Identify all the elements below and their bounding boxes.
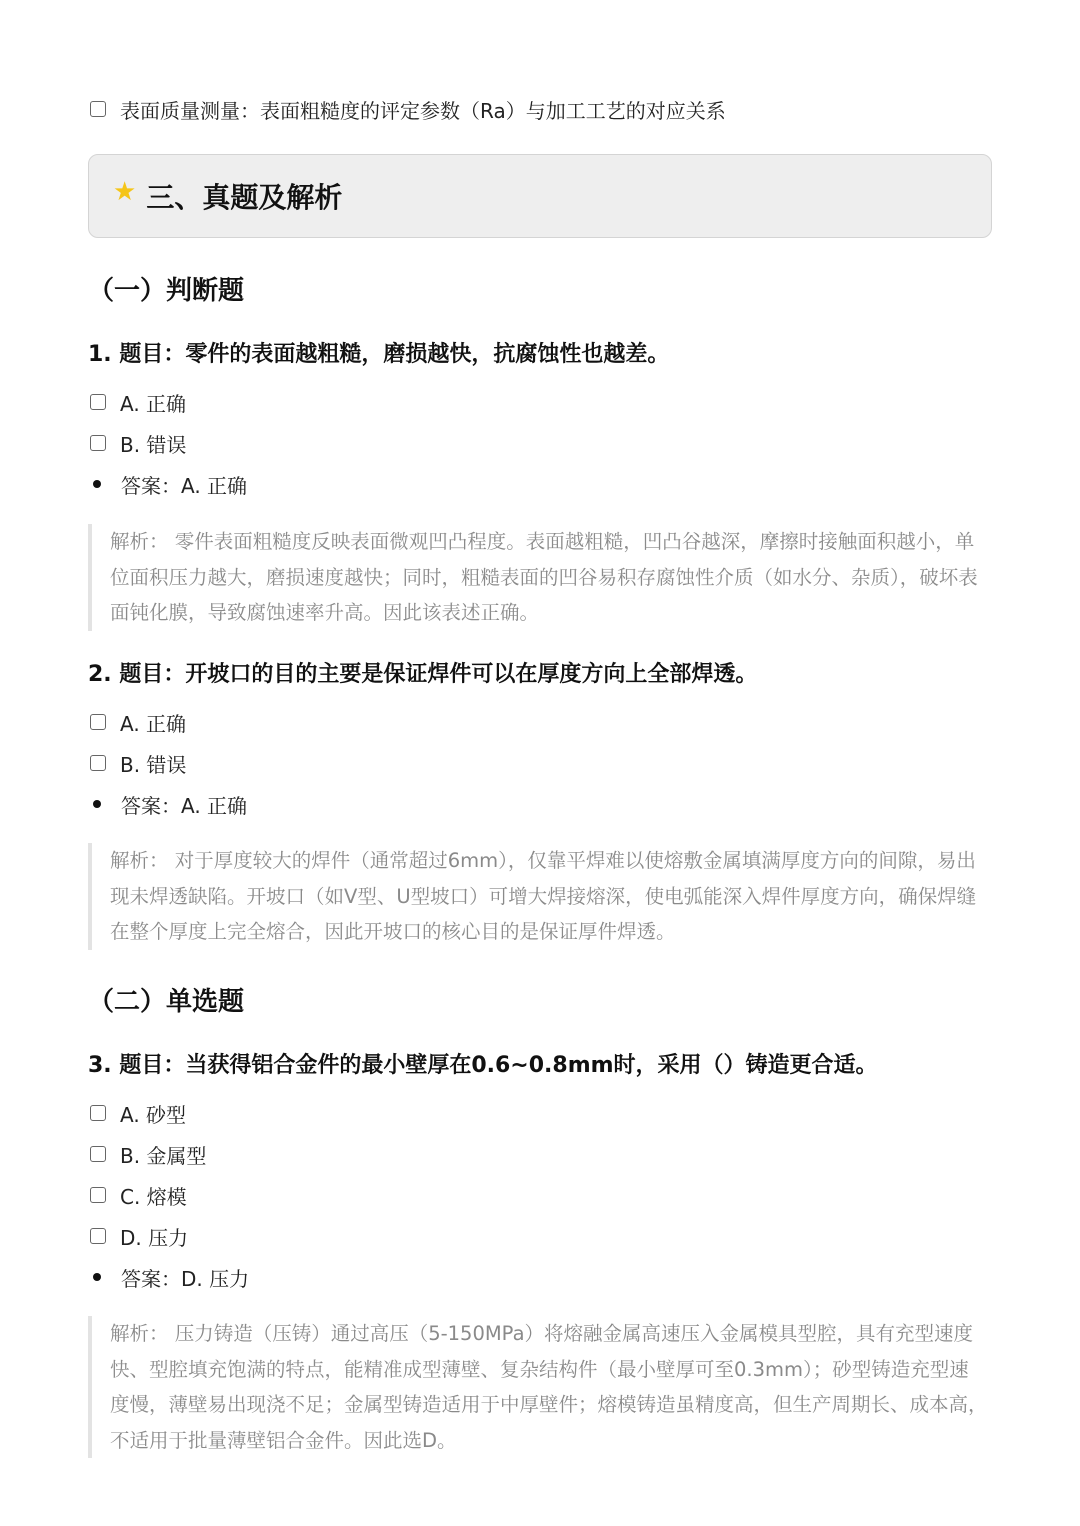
option-item[interactable] — [88, 1098, 186, 1128]
checkbox[interactable] — [90, 714, 106, 730]
bullet-icon — [93, 1273, 101, 1281]
option-item[interactable] — [88, 748, 186, 778]
option-item[interactable] — [88, 707, 186, 737]
option-label: B. 错误 — [120, 752, 187, 777]
option-label: B. 错误 — [120, 432, 187, 457]
checkbox[interactable] — [90, 435, 106, 451]
subheading-judgment: （一）判断题 — [88, 276, 245, 306]
answer-item — [88, 1262, 249, 1292]
checklist-item-label: 表面质量测量：表面粗糙度的评定参数（Ra）与加工工艺的对应关系 — [120, 98, 726, 123]
subheading-single-choice: （二）单选题 — [88, 987, 245, 1017]
question-title: 1. 题目：零件的表面越粗糙，磨损越快，抗腐蚀性也越差。 — [88, 342, 670, 367]
option-label: A. 砂型 — [120, 1102, 187, 1127]
checklist-item-surface-quality[interactable] — [88, 94, 726, 124]
option-label: B. 金属型 — [120, 1143, 207, 1168]
checkbox[interactable] — [90, 101, 106, 117]
star-icon: ★ — [113, 177, 137, 207]
answer-label: 答案：A. 正确 — [121, 793, 248, 818]
checkbox[interactable] — [90, 1187, 106, 1203]
option-label: A. 正确 — [120, 391, 187, 416]
question-title: 3. 题目：当获得铝合金件的最小壁厚在0.6~0.8mm时，采用（）铸造更合适。 — [88, 1053, 878, 1078]
checkbox[interactable] — [90, 755, 106, 771]
section-title: 三、真题及解析 — [146, 181, 343, 214]
section-header — [88, 154, 992, 238]
answer-label: 答案：A. 正确 — [121, 473, 248, 498]
bullet-icon — [93, 800, 101, 808]
checkbox[interactable] — [90, 1105, 106, 1121]
answer-label: 答案：D. 压力 — [121, 1266, 250, 1291]
checkbox[interactable] — [90, 1146, 106, 1162]
question-title: 2. 题目：开坡口的目的主要是保证焊件可以在厚度方向上全部焊透。 — [88, 662, 758, 687]
checkbox[interactable] — [90, 1228, 106, 1244]
answer-item — [88, 789, 247, 819]
option-label: C. 熔模 — [120, 1184, 187, 1209]
analysis-block: 解析： 压力铸造（压铸）通过高压（5-150MPa）将熔融金属高速压入金属模具型腔，具有充型速度快、型腔填充饱满的特点，能精准成型薄壁、复杂结构件（最小壁厚可至0.3mm）；砂型铸造充型速度慢，薄壁易出现浇不足；金属型铸造适用于中厚壁件；熔模铸造虽精度高，但生产周期长、成本高，不适用于批量薄壁铝合金件。因此选D。 — [88, 1316, 992, 1458]
answer-item — [88, 469, 247, 499]
option-item[interactable] — [88, 428, 186, 458]
checkbox[interactable] — [90, 394, 106, 410]
option-item[interactable] — [88, 1221, 188, 1251]
option-item[interactable] — [88, 1139, 206, 1169]
option-label: A. 正确 — [120, 711, 187, 736]
option-label: D. 压力 — [120, 1225, 189, 1250]
option-item[interactable] — [88, 387, 186, 417]
option-item[interactable] — [88, 1180, 187, 1210]
bullet-icon — [93, 480, 101, 488]
analysis-block: 解析： 对于厚度较大的焊件（通常超过6mm），仅靠平焊难以使熔敷金属填满厚度方向的间隙，易出现未焊透缺陷。开坡口（如V型、U型坡口）可增大焊接熔深，使电弧能深入焊件厚度方向，确保焊缝在整个厚度上完全熔合，因此开坡口的核心目的是保证厚件焊透。 — [88, 843, 992, 950]
analysis-block: 解析： 零件表面粗糙度反映表面微观凹凸程度。表面越粗糙，凹凸谷越深，摩擦时接触面积越小，单位面积压力越大，磨损速度越快；同时，粗糙表面的凹谷易积存腐蚀性介质（如水分、杂质），破坏表面钝化膜，导致腐蚀速率升高。因此该表述正确。 — [88, 524, 992, 631]
